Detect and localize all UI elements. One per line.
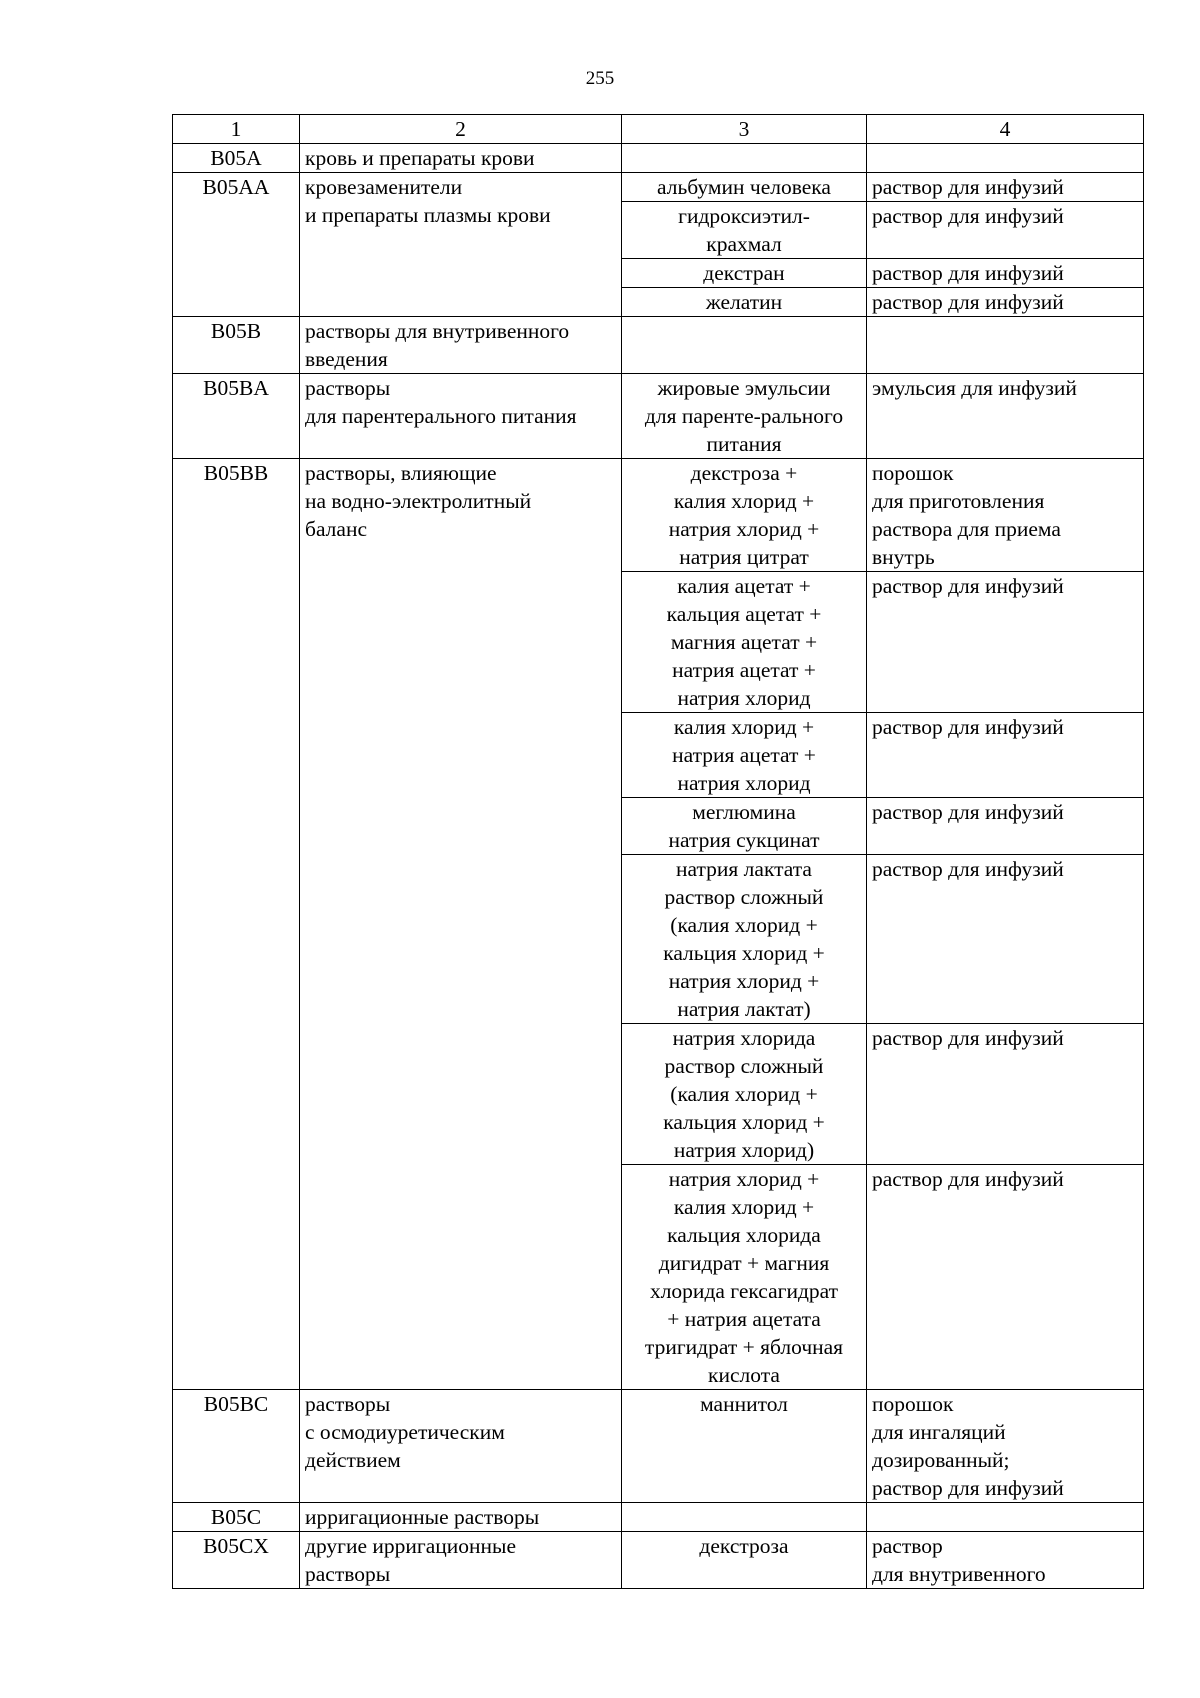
drug-name-cell: декстроза xyxy=(622,1532,867,1589)
dosage-form-cell: раствор для внутривенного xyxy=(867,1532,1144,1589)
atc-code-cell: B05BB xyxy=(173,459,300,1390)
atc-code-cell: B05BA xyxy=(173,374,300,459)
dosage-form-cell: эмульсия для инфузий xyxy=(867,374,1144,459)
dosage-form-cell: раствор для инфузий xyxy=(867,202,1144,259)
dosage-form-cell: раствор для инфузий xyxy=(867,798,1144,855)
table-row xyxy=(173,317,1144,374)
atc-code-cell: B05CX xyxy=(173,1532,300,1589)
table-row xyxy=(173,1390,1144,1503)
header-cell-3: 3 xyxy=(622,115,867,144)
dosage-form-cell: раствор для инфузий xyxy=(867,572,1144,713)
drug-name-cell: альбумин человека xyxy=(622,173,867,202)
dosage-form-cell xyxy=(867,317,1144,374)
atc-code-cell: B05BC xyxy=(173,1390,300,1503)
drug-name-cell: гидроксиэтил- крахмал xyxy=(622,202,867,259)
drug-name-cell: калия ацетат + кальция ацетат + магния ацетат + натрия ацетат + натрия хлорид xyxy=(622,572,867,713)
group-name-cell: другие ирригационные растворы xyxy=(300,1532,622,1589)
header-cell-2: 2 xyxy=(300,115,622,144)
dosage-form-cell: раствор для инфузий xyxy=(867,173,1144,202)
group-name-cell: растворы с осмодиуретическим действием xyxy=(300,1390,622,1503)
drug-name-cell: декстроза + калия хлорид + натрия хлорид + натрия цитрат xyxy=(622,459,867,572)
dosage-form-cell: раствор для инфузий xyxy=(867,259,1144,288)
table-row xyxy=(173,1532,1144,1589)
atc-code-cell: B05B xyxy=(173,317,300,374)
atc-code-cell: B05AA xyxy=(173,173,300,317)
dosage-form-cell: раствор для инфузий xyxy=(867,713,1144,798)
table-row xyxy=(173,1503,1144,1532)
page-number: 255 xyxy=(585,68,615,89)
group-name-cell: кровь и препараты крови xyxy=(300,144,622,173)
table-row xyxy=(173,144,1144,173)
atc-code-cell: B05C xyxy=(173,1503,300,1532)
group-name-cell: ирригационные растворы xyxy=(300,1503,622,1532)
drug-name-cell: маннитол xyxy=(622,1390,867,1503)
group-name-cell: растворы для парентерального питания xyxy=(300,374,622,459)
drug-name-cell: жировые эмульсии для паренте-рального питания xyxy=(622,374,867,459)
group-name-cell: кровезаменители и препараты плазмы крови xyxy=(300,173,622,317)
dosage-form-cell: порошок для приготовления раствора для приема внутрь xyxy=(867,459,1144,572)
drug-name-cell: натрия хлорида раствор сложный (калия хлорид + кальция хлорид + натрия хлорид) xyxy=(622,1024,867,1165)
drug-name-cell: желатин xyxy=(622,288,867,317)
table-row xyxy=(173,459,1144,572)
drug-name-cell xyxy=(622,1503,867,1532)
drug-name-cell: натрия лактата раствор сложный (калия хлорид + кальция хлорид + натрия хлорид + натрия лактат) xyxy=(622,855,867,1024)
dosage-form-cell: раствор для инфузий xyxy=(867,288,1144,317)
dosage-form-cell: порошок для ингаляций дозированный; раствор для инфузий xyxy=(867,1390,1144,1503)
drug-table xyxy=(172,114,1144,1589)
dosage-form-cell: раствор для инфузий xyxy=(867,1165,1144,1390)
drug-name-cell xyxy=(622,144,867,173)
dosage-form-cell: раствор для инфузий xyxy=(867,1024,1144,1165)
table-row xyxy=(173,173,1144,202)
header-cell-1: 1 xyxy=(173,115,300,144)
header-cell-4: 4 xyxy=(867,115,1144,144)
dosage-form-cell xyxy=(867,1503,1144,1532)
group-name-cell: растворы для внутривенного введения xyxy=(300,317,622,374)
drug-name-cell: натрия хлорид + калия хлорид + кальция хлорида дигидрат + магния хлорида гексагидрат + натрия ацетата тригидрат + яблочная кислота xyxy=(622,1165,867,1390)
dosage-form-cell xyxy=(867,144,1144,173)
table-row xyxy=(173,374,1144,459)
drug-name-cell: меглюмина натрия сукцинат xyxy=(622,798,867,855)
dosage-form-cell: раствор для инфузий xyxy=(867,855,1144,1024)
group-name-cell: растворы, влияющие на водно-электролитный баланс xyxy=(300,459,622,1390)
header-row xyxy=(173,115,1144,144)
drug-name-cell: декстран xyxy=(622,259,867,288)
atc-code-cell: B05A xyxy=(173,144,300,173)
drug-name-cell xyxy=(622,317,867,374)
drug-name-cell: калия хлорид + натрия ацетат + натрия хлорид xyxy=(622,713,867,798)
